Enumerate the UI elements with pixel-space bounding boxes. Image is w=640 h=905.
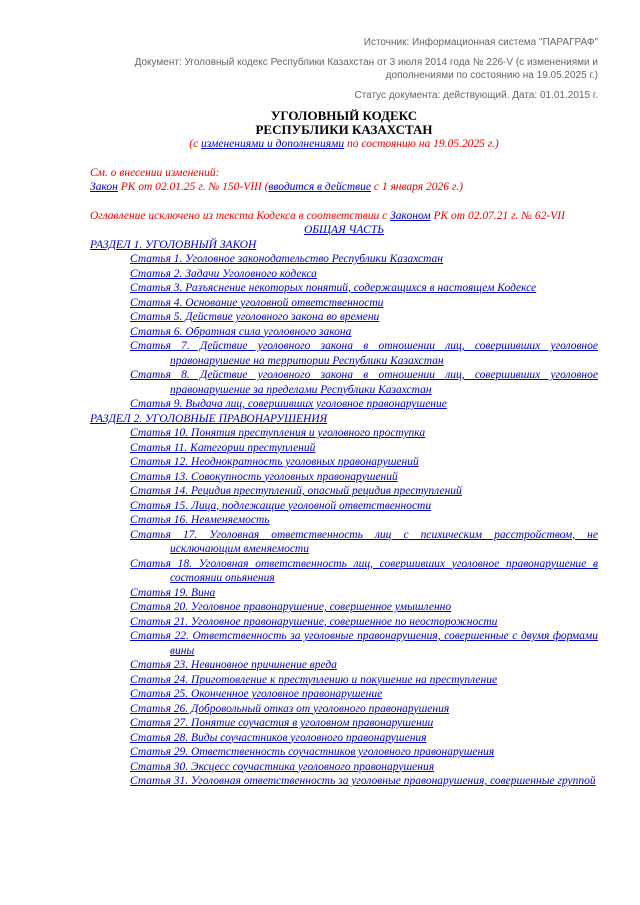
toc-part-link[interactable]: ОБЩАЯ ЧАСТЬ (303, 224, 385, 236)
toc-art-link[interactable]: Статья 2. Задачи Уголовного кодекса (130, 267, 317, 280)
status-line: Статус документа: действующий. Дата: 01.01.2015 г. (354, 90, 598, 101)
toc-art-link[interactable]: Статья 28. Виды соучастников уголовного правонарушения (130, 731, 427, 744)
toc-art-link[interactable]: Статья 30. Эксцесс соучастника уголовного правонарушения (130, 760, 435, 773)
toc-note-pre: Оглавление исключено из текста Кодекса в соответствии с (90, 209, 391, 222)
toc-art-link[interactable]: Статья 11. Категории преступлений (130, 441, 316, 454)
toc-art-link[interactable]: Статья 14. Рецидив преступлений, опасный рецидив преступлений (130, 485, 462, 497)
toc-art-link[interactable]: Статья 3. Разъяснение некоторых понятий, содержащихся в настоящем Кодексе (130, 282, 537, 294)
document-title (90, 109, 598, 137)
toc-note (90, 209, 598, 224)
toc-art-link[interactable]: Статья 5. Действие уголовного закона во времени (130, 311, 380, 323)
effect-text: с 1 января 2026 г.) (370, 181, 463, 193)
document-line: Документ: Уголовный кодекс Республики Казахстан от 3 июля 2014 года № 226-V (с изменениями и дополнениями по состоянию на 19.05.2025 г.) (134, 57, 598, 81)
toc-art-link[interactable]: Статья 22. Ответственность за уголовные правонарушения, совершенные с двумя формами вины (130, 630, 598, 657)
toc-art-link[interactable]: Статья 27. Понятие соучастия в уголовном правонарушении (130, 717, 434, 729)
table-of-contents (90, 223, 598, 789)
toc-art-link[interactable]: Статья 7. Действие уголовного закона в отношении лиц, совершивших уголовное правонарушение на территории Республики Казахстан (130, 340, 598, 367)
toc-art-link[interactable]: Статья 12. Неоднократность уголовных правонарушений (130, 456, 419, 468)
toc-art-link[interactable]: Статья 26. Добровольный отказ от уголовного правонарушения (130, 702, 450, 715)
toc-art-link[interactable]: Статья 15. Лица, подлежащие уголовной ответственности (130, 499, 432, 512)
title-line-2: РЕСПУБЛИКИ КАЗАХСТАН (255, 122, 433, 137)
toc-art-link[interactable]: Статья 19. Вина (130, 586, 216, 599)
toc-note-post: РК от 02.07.21 г. № 62-VII (430, 209, 565, 222)
subtitle-post: по состоянию на 19.05.2025 г.) (344, 138, 499, 150)
effect-link[interactable]: вводится в действие (268, 181, 371, 193)
changes-label: См. о внесении изменений: (90, 166, 220, 179)
toc-art-link[interactable]: Статья 23. Невиновное причинение вреда (130, 659, 337, 671)
toc-section-link[interactable]: РАЗДЕЛ 2. УГОЛОВНЫЕ ПРАВОНАРУШЕНИЯ (90, 412, 328, 425)
source-line: Источник: Информационная система "ПАРАГРАФ" (363, 37, 598, 48)
toc-law-link[interactable]: Законом (390, 209, 431, 222)
toc-art-link[interactable]: Статья 9. Выдача лиц, совершивших уголовное правонарушение (130, 398, 447, 410)
toc-art-link[interactable]: Статья 18. Уголовная ответственность лиц, совершивших уголовное правонарушение в состоянии опьянения (130, 557, 598, 584)
law-link[interactable]: Закон (90, 181, 118, 193)
toc-section-link[interactable]: РАЗДЕЛ 1. УГОЛОВНЫЙ ЗАКОН (90, 238, 257, 251)
subtitle (90, 137, 598, 152)
subtitle-pre: (с (189, 138, 202, 150)
toc-art-link[interactable]: Статья 10. Понятия преступления и уголовного проступка (130, 427, 426, 439)
document-page (90, 36, 598, 789)
toc-art-link[interactable]: Статья 17. Уголовная ответственность лиц с психическим расстройством, не исключающим вменяемости (130, 528, 598, 555)
toc-art-link[interactable]: Статья 31. Уголовная ответственность за уголовные правонарушения, совершенные группой (130, 775, 596, 787)
toc-art-link[interactable]: Статья 6. Обратная сила уголовного закона (130, 325, 352, 338)
toc-art-link[interactable]: Статья 25. Оконченное уголовное правонарушение (130, 688, 383, 700)
toc-art-link[interactable]: Статья 16. Невменяемость (130, 514, 270, 526)
toc-art-link[interactable]: Статья 1. Уголовное законодательство Республики Казахстан (130, 253, 444, 265)
amendments-link[interactable]: изменениями и дополнениями (201, 138, 345, 150)
title-line-1: УГОЛОВНЫЙ КОДЕКС (270, 108, 418, 123)
changes-note (90, 166, 598, 195)
toc-art-link[interactable]: Статья 13. Совокупность уголовных правонарушений (130, 470, 398, 483)
toc-art-link[interactable]: Статья 20. Уголовное правонарушение, совершенное умышленно (130, 601, 452, 613)
toc-art-link[interactable]: Статья 8. Действие уголовного закона в отношении лиц, совершивших уголовное правонарушение за пределами Республики Казахстан (130, 369, 598, 396)
toc-art-link[interactable]: Статья 24. Приготовление к преступлению и покушение на преступление (130, 673, 498, 686)
toc-art-link[interactable]: Статья 4. Основание уголовной ответственности (130, 296, 384, 309)
toc-art-link[interactable]: Статья 29. Ответственность соучастников уголовного правонарушения (130, 746, 495, 758)
toc-art-link[interactable]: Статья 21. Уголовное правонарушение, совершенное по неосторожности (130, 615, 498, 628)
law-text: РК от 02.01.25 г. № 150-VIII ( (117, 181, 269, 193)
